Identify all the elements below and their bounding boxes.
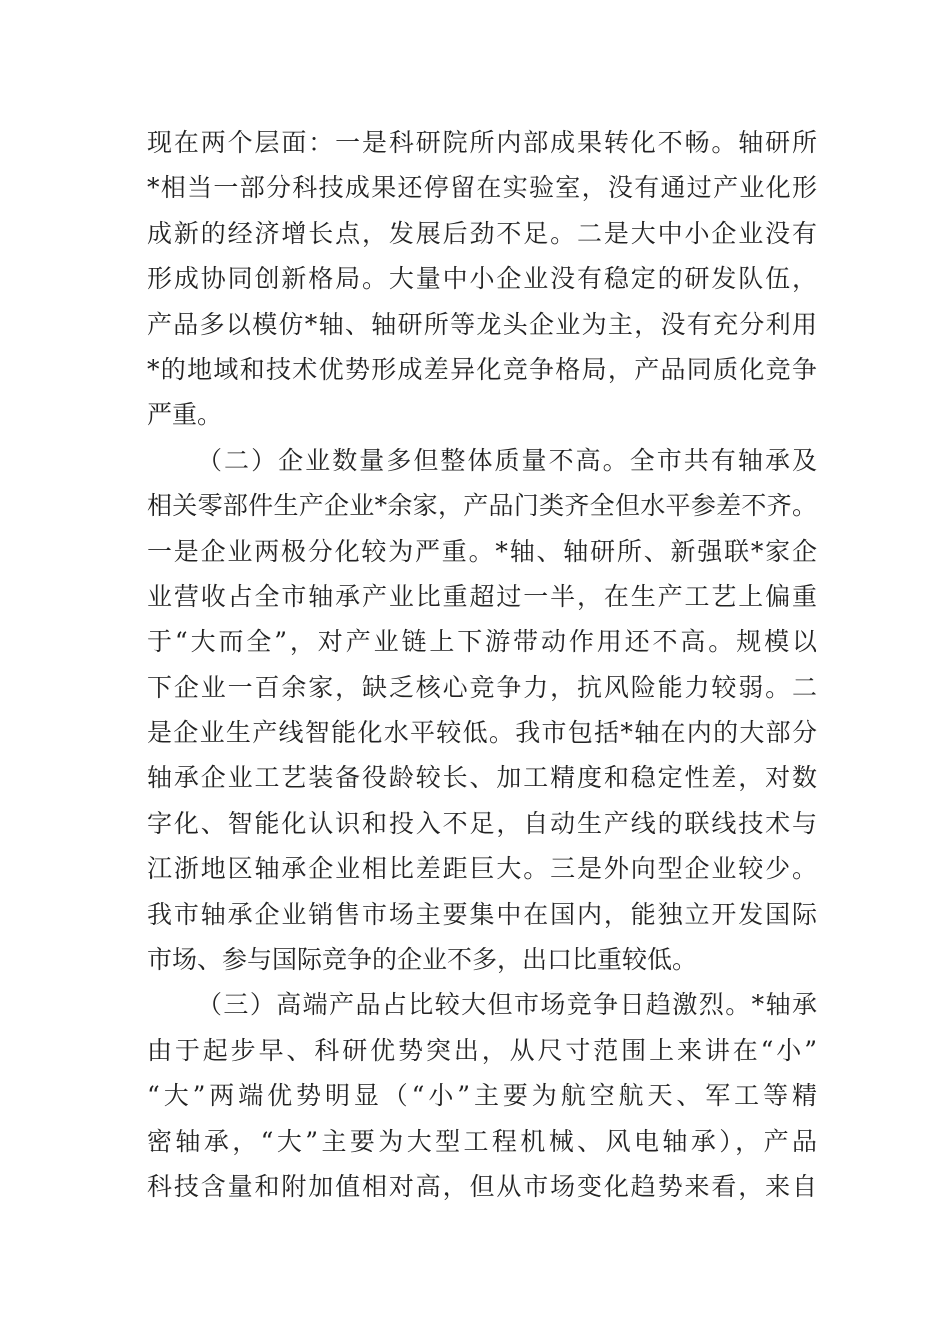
text-line: *的地域和技术优势形成差异化竞争格局，产品同质化竞争 — [147, 354, 817, 384]
text-line: 市场、参与国际竞争的企业不多，出口比重较低。 — [147, 945, 698, 975]
body-text — [147, 120, 817, 1209]
text-line: 由于起步早、科研优势突出，从尺寸范围上来讲在“小” — [147, 1035, 817, 1065]
text-line: “大”两端优势明显（“小”主要为航空航天、军工等精 — [147, 1081, 817, 1111]
text-line: 是企业生产线智能化水平较低。我市包括*轴在内的大部分 — [147, 718, 817, 748]
text-line: 轴承企业工艺装备役龄较长、加工精度和稳定性差，对数 — [147, 763, 817, 793]
text-line: 科技含量和附加值相对高，但从市场变化趋势来看，来自 — [147, 1171, 817, 1201]
text-line: 江浙地区轴承企业相比差距巨大。三是外向型企业较少。 — [147, 854, 817, 884]
section-heading-line: （二）企业数量多但整体质量不高。全市共有轴承及 — [197, 445, 817, 475]
text-line: 严重。 — [147, 400, 223, 430]
text-line: 密轴承，“大”主要为大型工程机械、风电轴承），产品 — [147, 1126, 817, 1156]
text-line: 于“大而全”，对产业链上下游带动作用还不高。规模以 — [147, 627, 817, 657]
text-line: 相关零部件生产企业*余家，产品门类齐全但水平参差不齐。 — [147, 491, 817, 521]
text-line: 下企业一百余家，缺乏核心竞争力，抗风险能力较弱。二 — [147, 672, 817, 702]
text-line: 现在两个层面：一是科研院所内部成果转化不畅。轴研所 — [147, 128, 817, 157]
text-line: 业营收占全市轴承产业比重超过一半，在生产工艺上偏重 — [147, 581, 817, 611]
text-line: 形成协同创新格局。大量中小企业没有稳定的研发队伍， — [147, 264, 817, 294]
text-line: *相当一部分科技成果还停留在实验室，没有通过产业化形 — [147, 173, 817, 203]
section-heading-line: （三）高端产品占比较大但市场竞争日趋激烈。*轴承 — [197, 990, 817, 1020]
text-line: 产品多以模仿*轴、轴研所等龙头企业为主，没有充分利用 — [147, 309, 817, 339]
text-line: 字化、智能化认识和投入不足，自动生产线的联线技术与 — [147, 808, 817, 838]
text-line: 我市轴承企业销售市场主要集中在国内，能独立开发国际 — [147, 899, 817, 929]
text-line: 成新的经济增长点，发展后劲不足。二是大中小企业没有 — [147, 218, 817, 248]
text-line: 一是企业两极分化较为严重。*轴、轴研所、新强联*家企 — [147, 536, 817, 566]
